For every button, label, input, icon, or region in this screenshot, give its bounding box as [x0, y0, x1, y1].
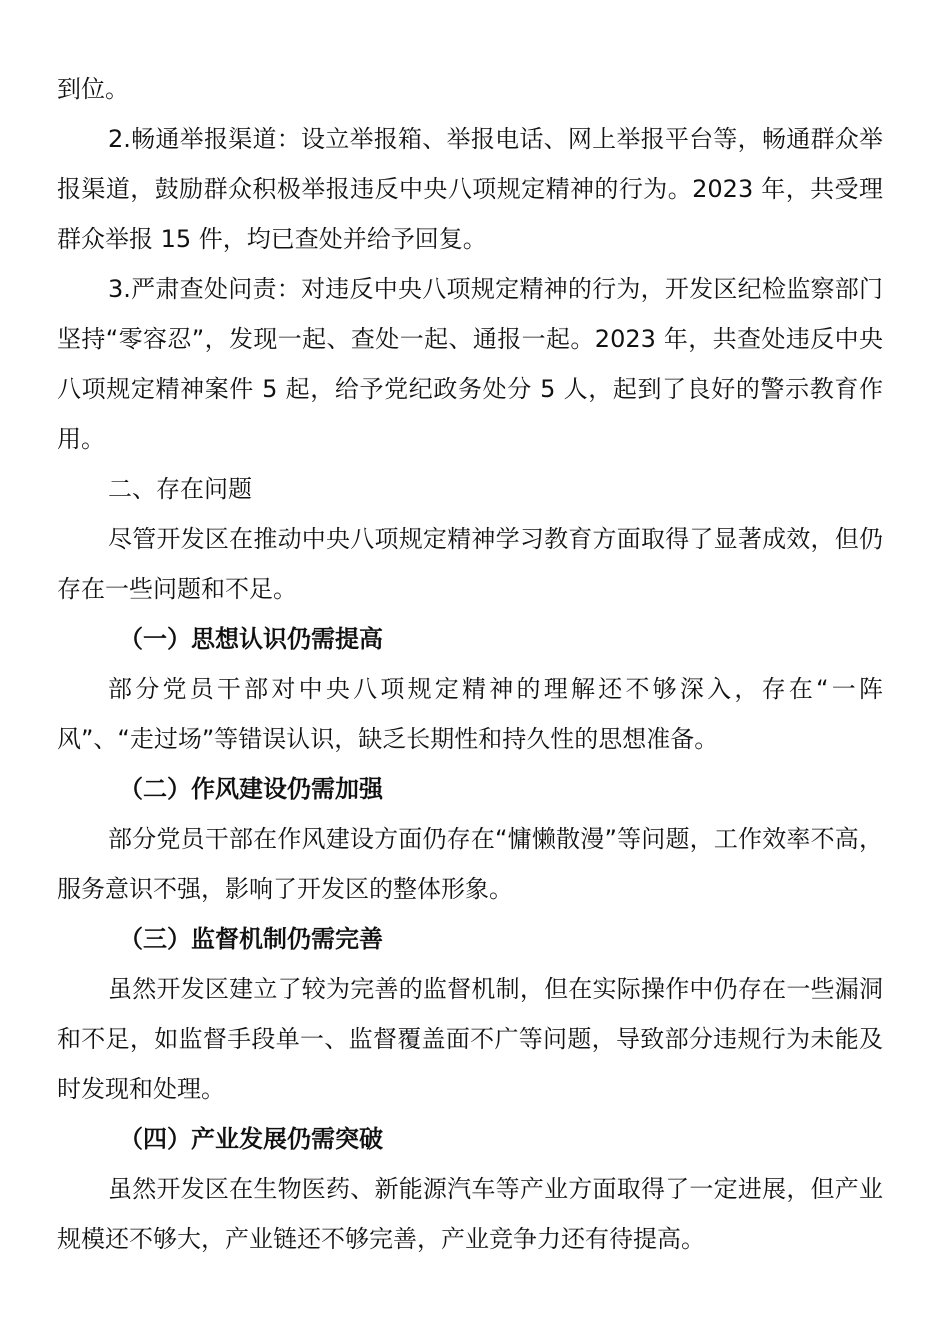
- heading-ideological-awareness: （一）思想认识仍需提高: [119, 625, 383, 653]
- document-page: [57, 64, 883, 1264]
- heading-work-style: （二）作风建设仍需加强: [119, 775, 383, 803]
- paragraph-reporting-channels: 2.畅通举报渠道：设立举报箱、举报电话、网上举报平台等，畅通群众举报渠道，鼓励群众积极举报违反中央八项规定精神的行为。2023 年，共受理群众举报 15 件，均已查处并给予回复。: [57, 125, 883, 253]
- paragraph-continuation: 到位。: [57, 75, 129, 103]
- heading-industry: （四）产业发展仍需突破: [119, 1125, 383, 1153]
- paragraph-industry: 虽然开发区在生物医药、新能源汽车等产业方面取得了一定进展，但产业规模还不够大，产业链还不够完善，产业竞争力还有待提高。: [57, 1175, 883, 1253]
- paragraph-work-style: 部分党员干部在作风建设方面仍存在“慵懒散漫”等问题，工作效率不高，服务意识不强，影响了开发区的整体形象。: [57, 825, 883, 903]
- section-title-problems: 二、存在问题: [108, 475, 252, 503]
- paragraph-ideological-awareness: 部分党员干部对中央八项规定精神的理解还不够深入，存在“一阵风”、“走过场”等错误认识，缺乏长期性和持久性的思想准备。: [57, 675, 883, 753]
- paragraph-supervision: 虽然开发区建立了较为完善的监督机制，但在实际操作中仍存在一些漏洞和不足，如监督手段单一、监督覆盖面不广等问题，导致部分违规行为未能及时发现和处理。: [57, 975, 883, 1103]
- heading-supervision: （三）监督机制仍需完善: [119, 925, 383, 953]
- paragraph-problems-intro: 尽管开发区在推动中央八项规定精神学习教育方面取得了显著成效，但仍存在一些问题和不足。: [57, 525, 883, 603]
- paragraph-accountability: 3.严肃查处问责：对违反中央八项规定精神的行为，开发区纪检监察部门坚持“零容忍”，发现一起、查处一起、通报一起。2023 年，共查处违反中央八项规定精神案件 5 起，给予党纪政务处分 5 人，起到了良好的警示教育作用。: [57, 275, 883, 453]
